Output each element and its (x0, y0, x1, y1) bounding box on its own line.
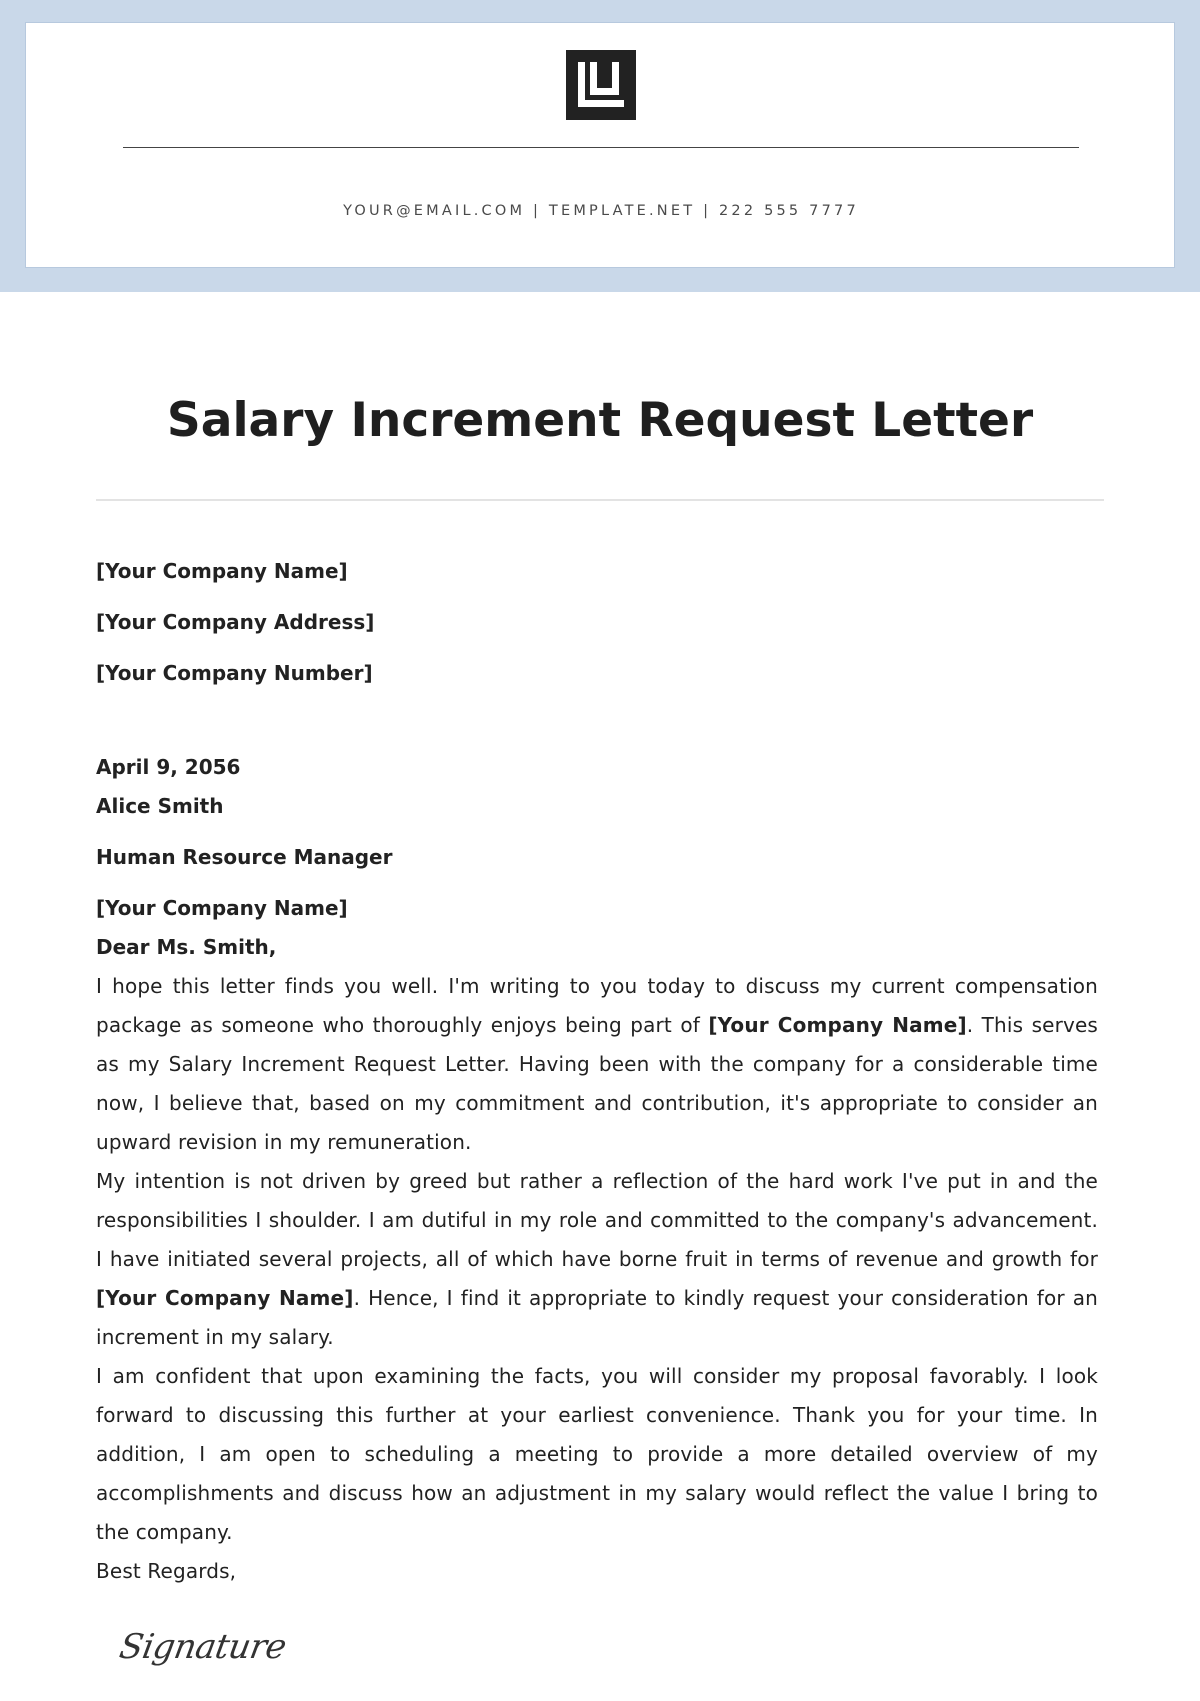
paragraph-2 (96, 1162, 1098, 1357)
salutation: Dear Ms. Smith, (96, 935, 277, 959)
paragraph-text: I hope this letter finds you well. I'm writing to you today to discuss my current compensation package as someone who thoroughly enjoys being part of (96, 974, 1098, 1037)
company-name-placeholder: [Your Company Name] (708, 1013, 967, 1037)
title-divider (96, 499, 1104, 501)
letter-body (96, 552, 1098, 1591)
paragraph-text: My intention is not driven by greed but rather a reflection of the hard work I've put in and the responsibilities I shoulder. I am dutiful in my role and committed to the company's advancement. I have initiated several projects, all of which have borne fruit in terms of revenue and growth for (96, 1169, 1098, 1271)
paragraph-text: . This serves as my Salary Increment Request Letter. Having been with the company for a considerable time now, I believe that, based on my commitment and contribution, it's appropriate to consider an upward revision in my remuneration. (96, 1013, 1098, 1154)
letterhead-logo-icon (566, 50, 636, 120)
document-title: Salary Increment Request Letter (166, 393, 1034, 448)
recipient-name: Alice Smith (96, 794, 224, 818)
contact-separator: | (525, 203, 549, 219)
letter-date: April 9, 2056 (96, 755, 241, 779)
contact-info (26, 203, 1176, 219)
contact-email: YOUR@EMAIL.COM (343, 203, 526, 219)
paragraph-3: I am confident that upon examining the facts, you will consider my proposal favorably. I look forward to discussing this further at your earliest convenience. Thank you for your time. In addition, I am open to scheduling a meeting to provide a more detailed overview of my accomplishments and discuss how an adjustment in my salary would reflect the value I bring to the company. (96, 1364, 1098, 1544)
letterhead-frame (0, 0, 1200, 292)
signature: Signature (116, 1627, 290, 1667)
header-divider (123, 147, 1079, 148)
letterhead (25, 22, 1175, 268)
recipient-position: Human Resource Manager (96, 845, 393, 869)
sender-company-number: [Your Company Number] (96, 661, 373, 685)
contact-phone: 222 555 7777 (719, 203, 859, 219)
sender-company-address: [Your Company Address] (96, 610, 375, 634)
recipient-company: [Your Company Name] (96, 896, 348, 920)
paragraph-text: . Hence, I find it appropriate to kindly request your consideration for an increment in my salary. (96, 1286, 1098, 1349)
sender-company-name: [Your Company Name] (96, 559, 348, 583)
closing: Best Regards, (96, 1559, 237, 1583)
company-name-placeholder: [Your Company Name] (96, 1286, 354, 1310)
contact-separator: | (695, 203, 719, 219)
paragraph-1 (96, 967, 1098, 1162)
contact-website: TEMPLATE.NET (548, 203, 696, 219)
